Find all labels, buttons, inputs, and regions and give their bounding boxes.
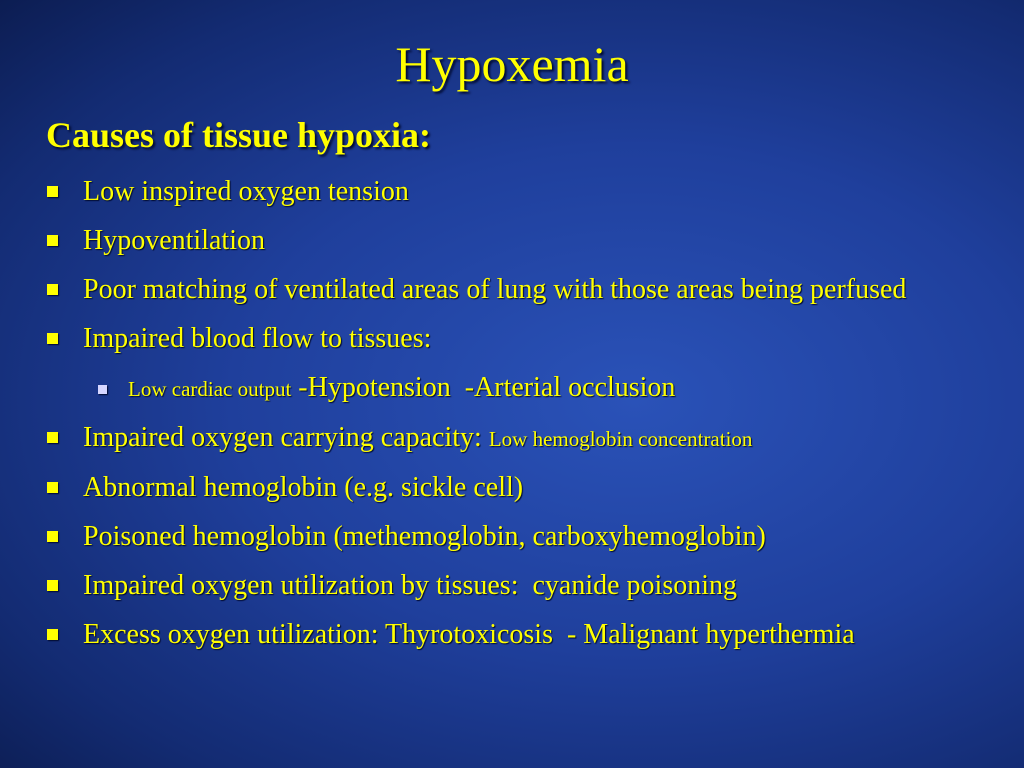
list-item	[0, 418, 1024, 459]
list-item-text: Impaired blood flow to tissues:	[83, 323, 432, 354]
list-item-text: Low inspired oxygen tension	[83, 176, 409, 207]
list-item	[0, 221, 1024, 261]
list-item	[0, 566, 1024, 606]
list-item	[0, 517, 1024, 557]
square-bullet-icon	[47, 432, 58, 443]
square-bullet-icon	[47, 186, 58, 197]
list-item-text: Poor matching of ventilated areas of lung with those areas being perfused	[83, 274, 907, 305]
sub-list-item	[0, 368, 1024, 409]
list-item	[0, 468, 1024, 508]
list-item	[0, 615, 1024, 655]
sub-item-text-small: Low cardiac output	[128, 377, 292, 401]
list-item	[0, 172, 1024, 212]
list-item-text: Impaired oxygen carrying capacity:	[83, 422, 489, 453]
list-item-text: Poisoned hemoglobin (methemoglobin, carboxyhemoglobin)	[83, 521, 766, 552]
square-bullet-icon	[47, 580, 58, 591]
sub-item-text: -Hypotension -Arterial occlusion	[298, 372, 676, 403]
slide-subtitle: Causes of tissue hypoxia:	[46, 115, 432, 155]
list-item	[0, 319, 1024, 359]
square-bullet-icon	[47, 235, 58, 246]
square-bullet-icon	[47, 531, 58, 542]
list-item-text: Abnormal hemoglobin (e.g. sickle cell)	[83, 472, 524, 503]
slide-title: Hypoxemia	[395, 36, 629, 92]
square-bullet-icon	[47, 284, 58, 295]
list-item-text: Hypoventilation	[83, 225, 265, 256]
bullet-list	[0, 172, 1024, 664]
list-item-text-small: Low hemoglobin concentration	[488, 427, 753, 451]
square-bullet-icon	[47, 629, 58, 640]
square-bullet-icon	[47, 482, 58, 493]
square-bullet-icon	[98, 385, 107, 394]
square-bullet-icon	[47, 333, 58, 344]
list-item-text: Impaired oxygen utilization by tissues: cyanide poisoning	[83, 570, 737, 601]
list-item-text: Excess oxygen utilization: Thyrotoxicosis - Malignant hyperthermia	[83, 619, 855, 650]
list-item	[0, 270, 1024, 310]
